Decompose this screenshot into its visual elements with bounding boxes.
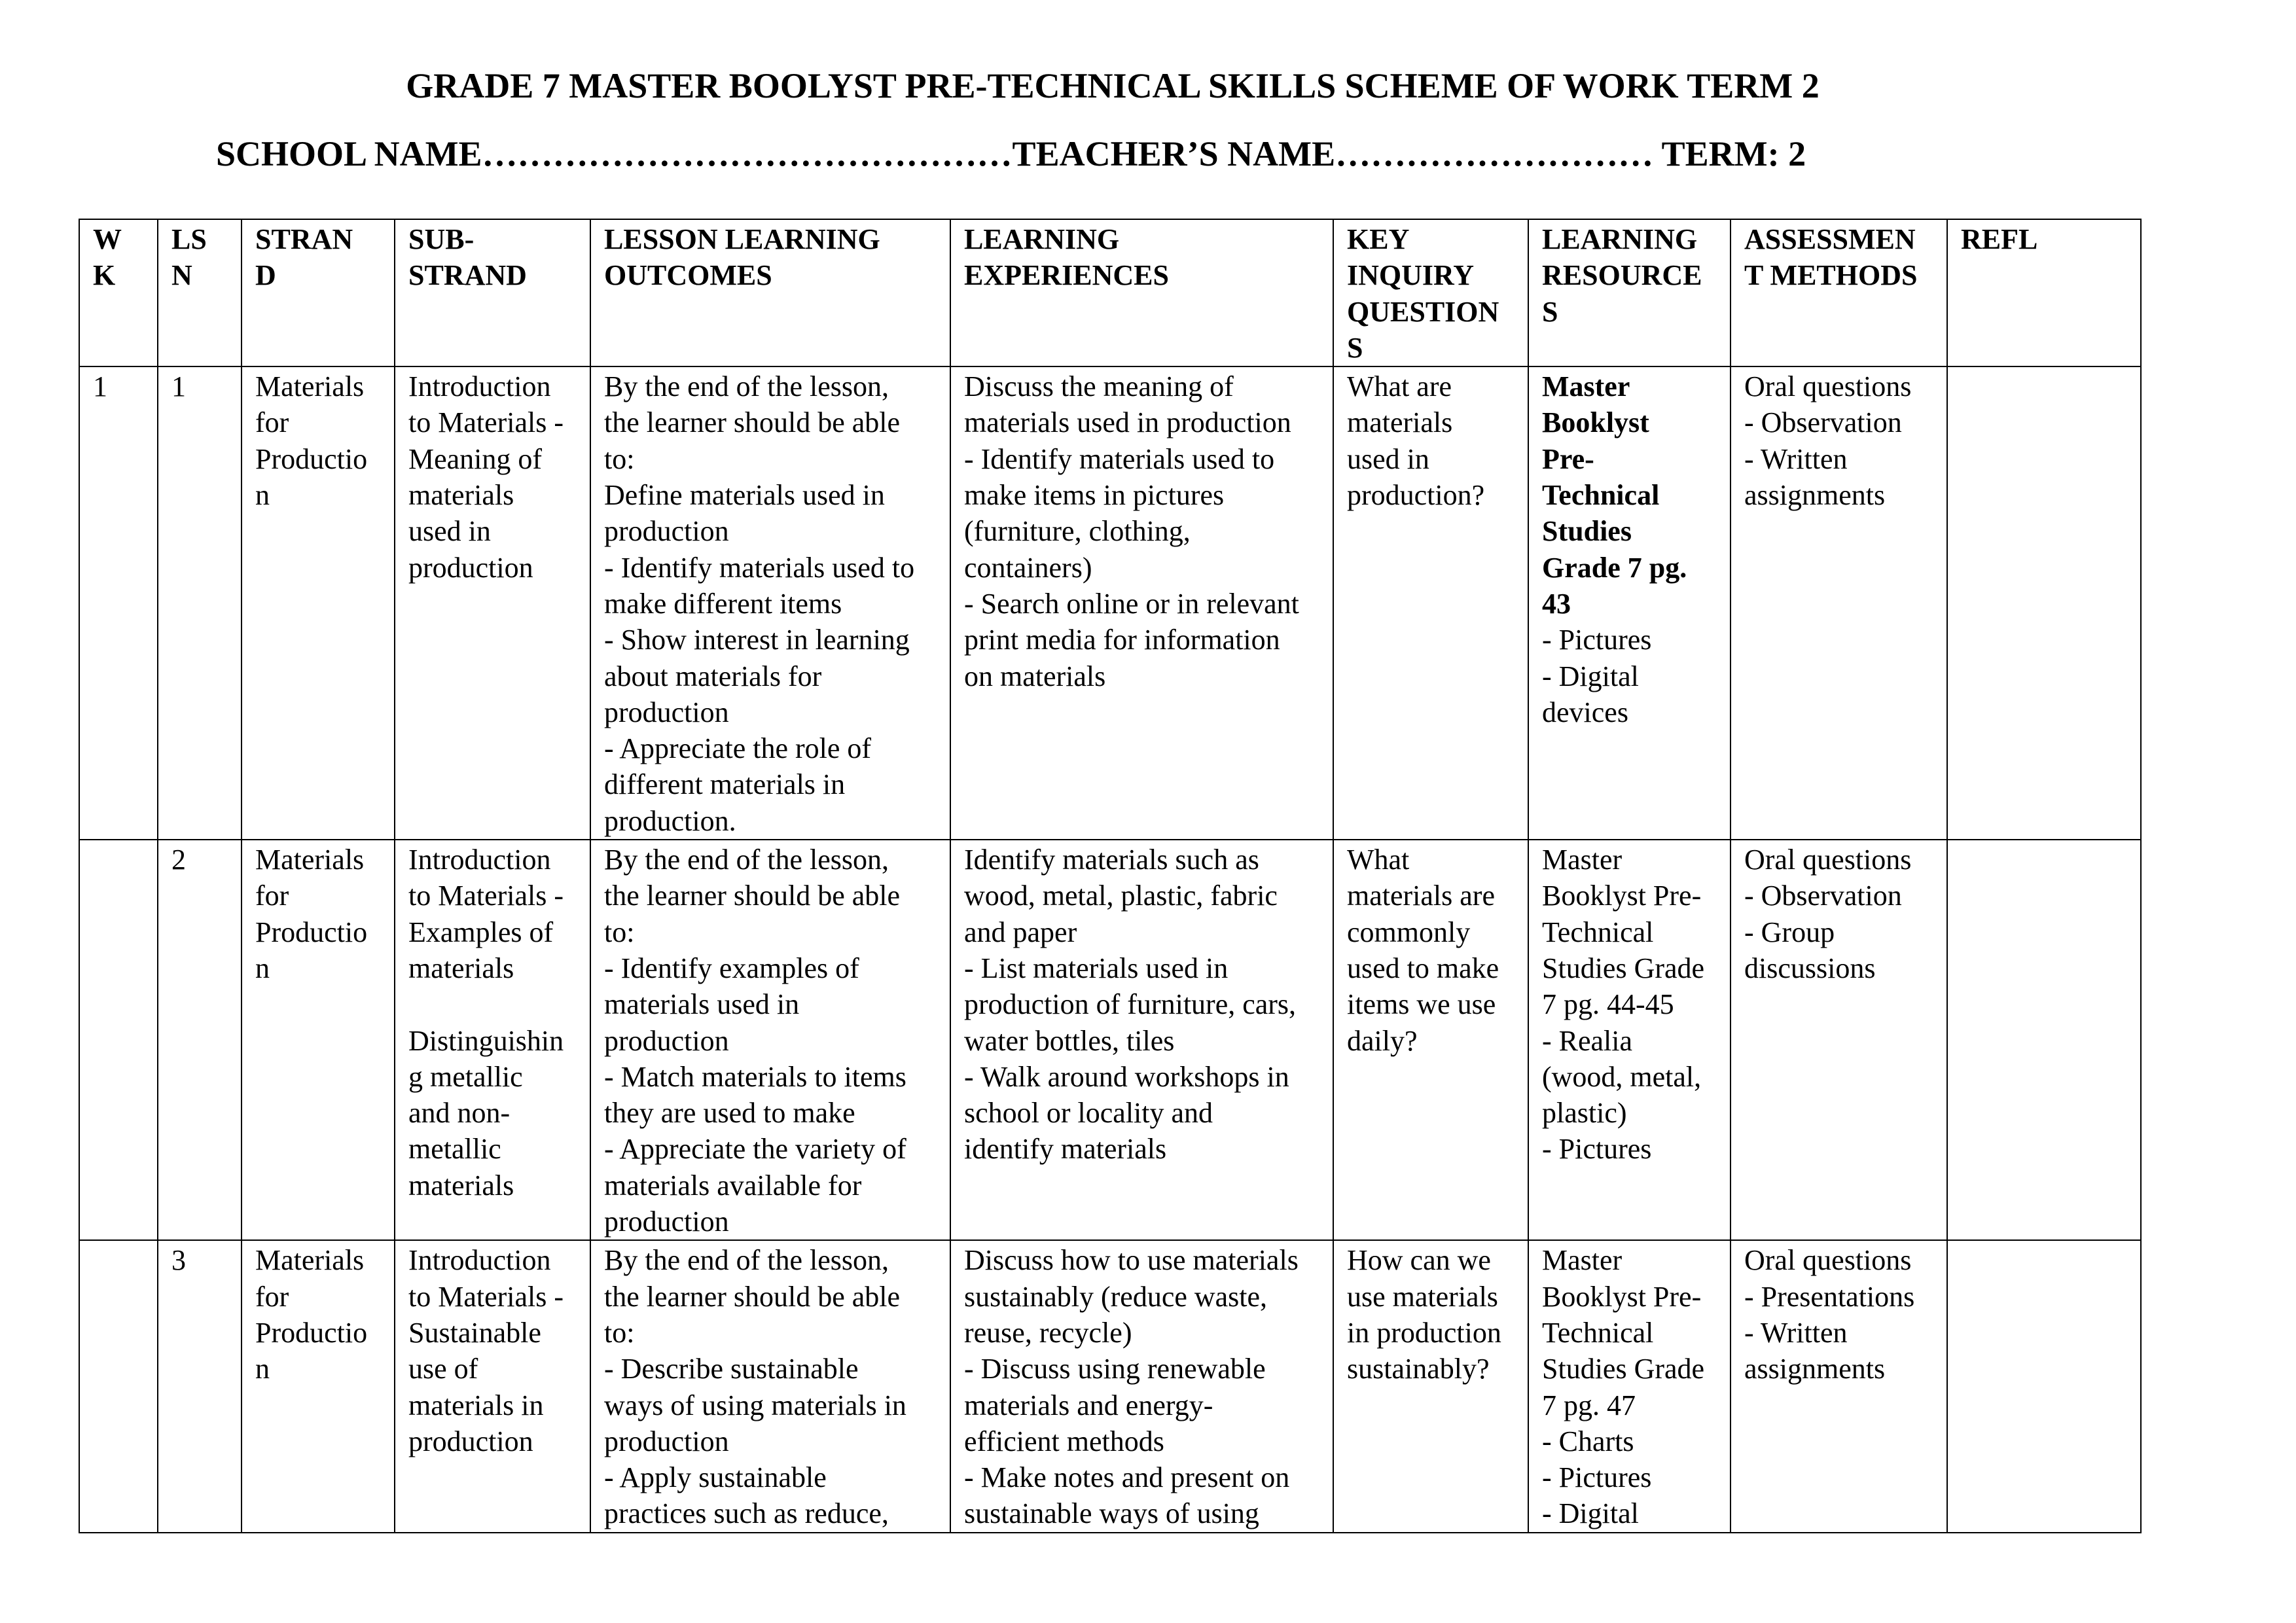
cell-line: What are [1347,370,1452,403]
lesson-cell: 1 [158,366,242,840]
cell-line: 7 pg. 44-45 [1542,988,1674,1021]
cell-line: Define materials used in [604,479,885,512]
strand-cell [242,1240,395,1532]
cell-line: daily? [1347,1024,1418,1057]
strand-cell [242,840,395,1240]
header-wk [79,219,158,366]
cell-line: for [255,1280,289,1313]
cell-line [408,986,577,1022]
cell-line: n [255,952,270,984]
cell-line: - Charts [1542,1425,1634,1457]
cell-line: containers) [964,551,1092,584]
learning-resources-cell [1528,1240,1731,1532]
cell-line: materials and energy- [964,1389,1213,1421]
cell-line: reuse, recycle) [964,1316,1132,1349]
cell-line: LS [171,223,207,255]
cell-line: g metallic [408,1060,523,1093]
cell-line: Booklyst [1542,406,1649,439]
cell-line: sustainably? [1347,1353,1490,1385]
header-sub-strand [395,219,590,366]
cell-line: wood, metal, plastic, fabric [964,880,1278,912]
cell-line: in production [1347,1316,1501,1349]
cell-line: - Realia [1542,1024,1633,1057]
cell-line: Productio [255,916,368,948]
key-inquiry-question-cell [1333,840,1528,1240]
learning-outcomes-cell [590,366,950,840]
cell-line: LESSON LEARNING [604,223,880,255]
cell-line: to Materials - [408,880,564,912]
cell-line: STRAN [255,223,353,255]
cell-line: the learner should be able [604,1280,901,1313]
cell-line: materials are [1347,880,1495,912]
table-body [79,366,2141,1533]
cell-line: - Digital [1542,1497,1639,1530]
cell-line: Discuss the meaning of [964,370,1234,403]
sub-strand-cell [395,840,590,1240]
cell-line: the learner should be able [604,880,901,912]
cell-line: water bottles, tiles [964,1024,1175,1057]
cell-line: assignments [1744,1353,1886,1385]
key-inquiry-question-cell [1333,366,1528,840]
cell-line: RESOURCE [1542,259,1702,292]
cell-line: and paper [964,916,1077,948]
cell-line: production [408,551,533,584]
cell-line: - Written [1744,442,1848,475]
cell-line: materials available for [604,1169,862,1202]
cell-line: Introduction [408,1244,551,1277]
week-cell: 1 [79,366,158,840]
cell-line: production. [604,804,736,837]
cell-line: Materials [255,1244,365,1277]
header-learning-outcomes [590,219,950,366]
learning-experiences-cell [950,1240,1333,1532]
cell-line: LEARNING [964,223,1120,255]
cell-line: production [408,1425,533,1457]
cell-line: Oral questions [1744,844,1912,876]
cell-line: 7 pg. 47 [1542,1389,1636,1421]
header-reflection [1947,219,2141,366]
cell-line: How can we [1347,1244,1491,1277]
cell-line: - Appreciate the variety of [604,1133,906,1166]
cell-line: INQUIRY [1347,259,1475,292]
cell-line: production [604,1205,729,1238]
cell-line: - Describe sustainable [604,1353,859,1385]
cell-line: Pre- [1542,442,1594,475]
cell-line: (wood, metal, [1542,1060,1702,1093]
cell-line: Studies Grade [1542,952,1705,984]
cell-line: Meaning of [408,442,543,475]
cell-line: Master [1542,1244,1623,1277]
learning-resources-cell [1528,840,1731,1240]
cell-line: - Identify materials used to [604,551,915,584]
cell-line: efficient methods [964,1425,1164,1457]
cell-line: assignments [1744,479,1886,512]
learning-resources-cell [1528,366,1731,840]
cell-line: materials used in production [964,406,1291,439]
cell-line: Identify materials such as [964,844,1259,876]
cell-line: metallic [408,1133,501,1166]
cell-line: production [604,1425,729,1457]
cell-line: production? [1347,479,1485,512]
cell-line: materials [408,1169,514,1202]
cell-line: S [1347,331,1363,364]
cell-line: N [171,259,192,292]
cell-line: REFL [1961,223,2038,255]
cell-line: - Pictures [1542,624,1652,656]
cell-line: K [93,259,116,292]
cell-line: devices [1542,696,1628,728]
header-strand [242,219,395,366]
cell-line: - Appreciate the role of [604,732,872,765]
cell-line: - List materials used in [964,952,1229,984]
cell-line: make items in pictures [964,479,1225,512]
header-lsn [158,219,242,366]
reflection-cell [1947,366,2141,840]
cell-line: identify materials [964,1133,1167,1166]
cell-line: (furniture, clothing, [964,515,1191,548]
cell-line: - Apply sustainable [604,1461,827,1494]
cell-line: Oral questions [1744,1244,1912,1277]
cell-line: S [1542,295,1558,328]
cell-line: production [604,1024,729,1057]
cell-line: Technical [1542,479,1660,512]
cell-line: practices such as reduce, [604,1497,889,1530]
scheme-of-work-table [79,219,2142,1533]
cell-line: ways of using materials in [604,1389,906,1421]
cell-line: discussions [1744,952,1876,984]
cell-line: - Match materials to items [604,1060,906,1093]
key-inquiry-question-cell [1333,1240,1528,1532]
strand-cell [242,366,395,840]
cell-line: materials [1347,406,1453,439]
cell-line: STRAND [408,259,527,292]
cell-line: T METHODS [1744,259,1918,292]
cell-line: EXPERIENCES [964,259,1169,292]
cell-line: the learner should be able [604,406,901,439]
cell-line: - Search online or in relevant [964,587,1299,620]
cell-line: By the end of the lesson, [604,1244,889,1277]
cell-line: Sustainable [408,1316,541,1349]
cell-line: - Identify examples of [604,952,859,984]
header-key-inquiry-questions [1333,219,1528,366]
cell-line: - Digital [1542,660,1639,692]
cell-line: - Observation [1744,880,1902,912]
cell-line: Grade 7 pg. [1542,551,1687,584]
sub-strand-cell [395,366,590,840]
cell-line: items we use [1347,988,1496,1021]
cell-line: use materials [1347,1280,1498,1313]
cell-line: - Make notes and present on [964,1461,1290,1494]
document-subtitle: SCHOOL NAME………………………………………TEACHER’S NAME……………………… TERM: 2 [216,134,1806,173]
cell-line: Booklyst Pre- [1542,1280,1702,1313]
cell-line: used in [408,515,491,548]
cell-line: - Show interest in learning [604,624,910,656]
cell-line: By the end of the lesson, [604,844,889,876]
lesson-cell: 3 [158,1240,242,1532]
cell-line: school or locality and [964,1097,1213,1130]
cell-line: - Presentations [1744,1280,1915,1313]
cell-line: commonly [1347,916,1471,948]
week-cell [79,1240,158,1532]
cell-line: Master [1542,844,1623,876]
cell-line: Oral questions [1744,370,1912,403]
cell-line: Technical [1542,1316,1654,1349]
table-row [79,366,2141,840]
cell-line: materials [408,952,514,984]
document-title: GRADE 7 MASTER BOOLYST PRE-TECHNICAL SKILLS SCHEME OF WORK TERM 2 [406,66,1820,105]
cell-line: to Materials - [408,1280,564,1313]
cell-line: OUTCOMES [604,259,772,292]
cell-line: Introduction [408,844,551,876]
cell-line: Materials [255,370,365,403]
cell-line: Discuss how to use materials [964,1244,1299,1277]
header-assessment-methods [1731,219,1947,366]
cell-line: - Walk around workshops in [964,1060,1289,1093]
cell-line: materials [408,479,514,512]
cell-line: to Materials - [408,406,564,439]
cell-line: production [604,515,729,548]
cell-line: Productio [255,442,368,475]
cell-line: they are used to make [604,1097,855,1130]
header-row [79,219,2141,366]
cell-line: n [255,1353,270,1385]
learning-outcomes-cell [590,840,950,1240]
cell-line: and non- [408,1097,511,1130]
cell-line: Materials [255,844,365,876]
week-cell [79,840,158,1240]
cell-line: n [255,479,270,512]
cell-line: D [255,259,276,292]
cell-line: - Pictures [1542,1461,1652,1494]
cell-line: - Group [1744,916,1835,948]
cell-line: What [1347,844,1410,876]
cell-line: - Identify materials used to [964,442,1275,475]
cell-line: SUB- [408,223,475,255]
header-learning-experiences [950,219,1333,366]
cell-line: about materials for [604,660,822,692]
cell-line: - Observation [1744,406,1902,439]
cell-line: materials used in [604,988,800,1021]
cell-line: sustainable ways of using [964,1497,1259,1530]
cell-line: Studies [1542,515,1632,548]
cell-line: to: [604,442,635,475]
cell-line: - Written [1744,1316,1848,1349]
cell-line: used in [1347,442,1429,475]
cell-line: QUESTION [1347,295,1499,328]
assessment-methods-cell [1731,1240,1947,1532]
lesson-cell: 2 [158,840,242,1240]
reflection-cell [1947,840,2141,1240]
cell-line: for [255,880,289,912]
cell-line: Distinguishin [408,1024,564,1057]
learning-experiences-cell [950,366,1333,840]
cell-line: to: [604,1316,635,1349]
cell-line: Master [1542,370,1630,403]
assessment-methods-cell [1731,840,1947,1240]
cell-line: Productio [255,1316,368,1349]
cell-line: - Discuss using renewable [964,1353,1266,1385]
cell-line: on materials [964,660,1106,692]
cell-line: LEARNING [1542,223,1698,255]
assessment-methods-cell [1731,366,1947,840]
cell-line: Studies Grade [1542,1353,1705,1385]
cell-line: make different items [604,587,842,620]
cell-line: for [255,406,289,439]
cell-line: production of furniture, cars, [964,988,1297,1021]
cell-line: KEY [1347,223,1410,255]
cell-line: 43 [1542,587,1571,620]
cell-line: ASSESSMEN [1744,223,1916,255]
header-learning-resources [1528,219,1731,366]
cell-line: Technical [1542,916,1654,948]
cell-line: Booklyst Pre- [1542,880,1702,912]
learning-experiences-cell [950,840,1333,1240]
cell-line: use of [408,1353,478,1385]
cell-line: used to make [1347,952,1499,984]
cell-line: plastic) [1542,1097,1627,1130]
sub-strand-cell [395,1240,590,1532]
cell-line: production [604,696,729,728]
table-row [79,1240,2141,1532]
cell-line: sustainably (reduce waste, [964,1280,1268,1313]
cell-line: materials in [408,1389,544,1421]
cell-line: - Pictures [1542,1133,1652,1166]
learning-outcomes-cell [590,1240,950,1532]
cell-line: to: [604,916,635,948]
table-row [79,840,2141,1240]
cell-line: print media for information [964,624,1280,656]
cell-line: Introduction [408,370,551,403]
cell-line: Examples of [408,916,554,948]
cell-line: W [93,223,122,255]
cell-line: By the end of the lesson, [604,370,889,403]
reflection-cell [1947,1240,2141,1532]
cell-line: different materials in [604,768,846,801]
